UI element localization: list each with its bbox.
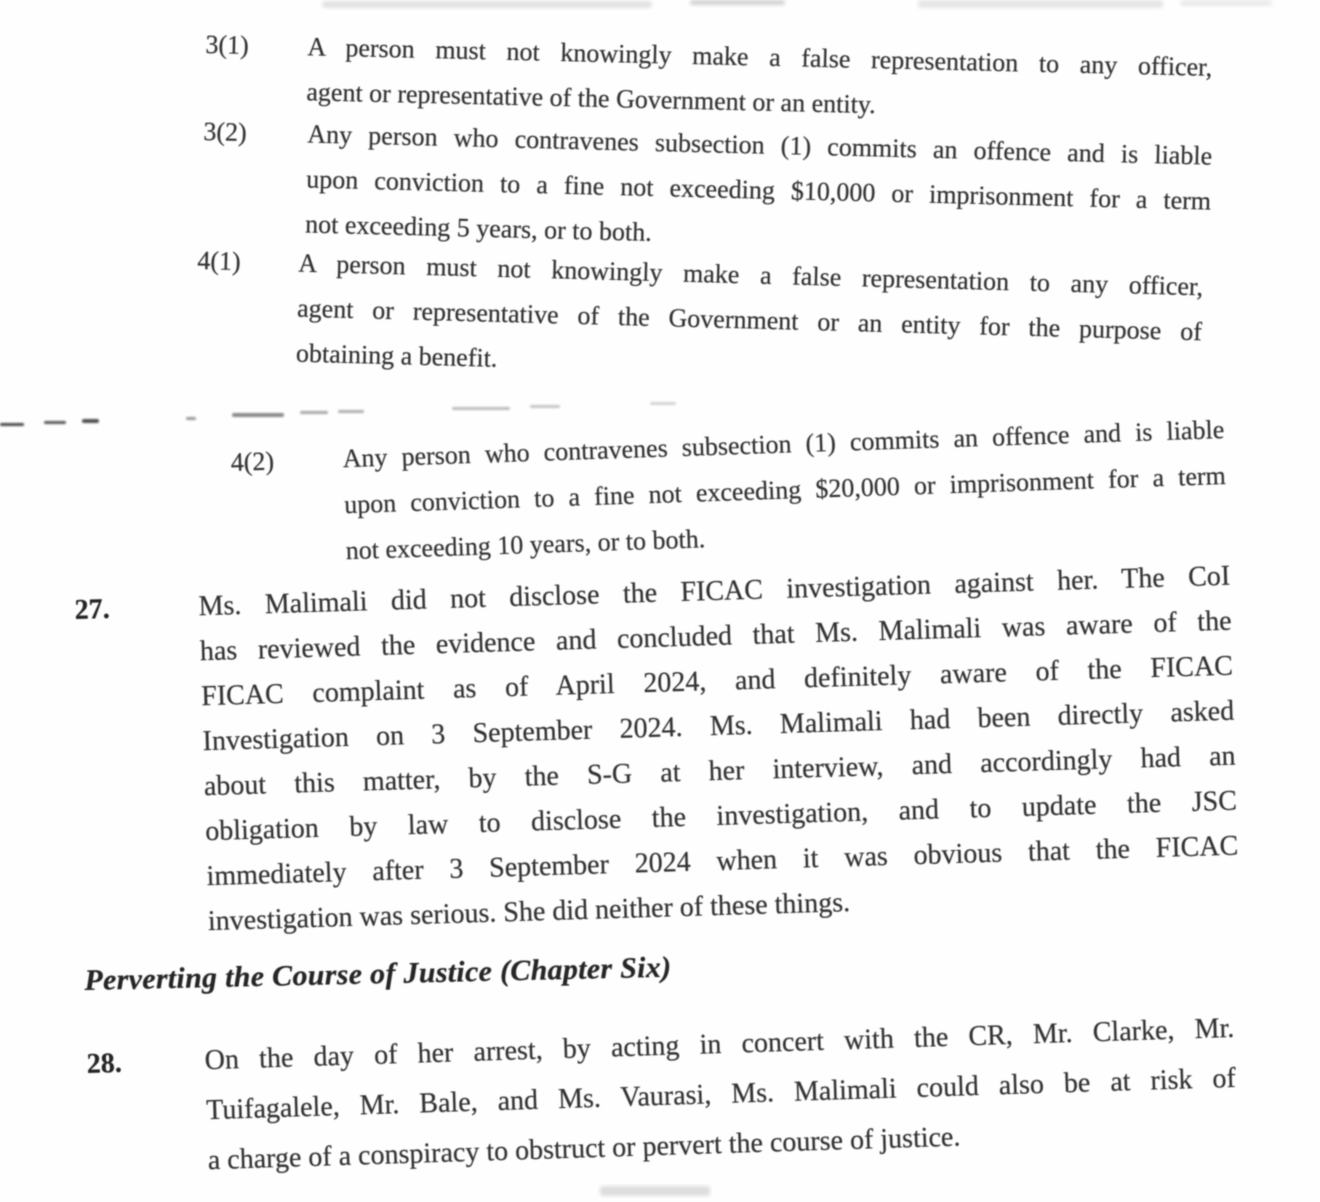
scan-artifact-dash [300, 411, 328, 414]
scan-edge-remnant [918, 0, 1163, 8]
scan-edge-remnant [1180, 0, 1272, 6]
statute-line: upon conviction to a fine not exceeding $20,000 or imprisonment for a term [343, 461, 1227, 520]
statute-line: obtaining a benefit. [295, 338, 498, 373]
statute-line: upon conviction to a fine not exceeding $10,000 or imprisonment for a term [305, 164, 1212, 216]
scan-bottom-smudge [600, 1186, 710, 1196]
statute-line: Any person who contravenes subsection (1) commits an offence and is liable [307, 119, 1213, 171]
paragraph-28 [86, 1004, 1238, 1190]
paragraph-line: obligation by law to disclose the investigation, and to update the JSC [204, 785, 1238, 848]
paragraph-line: On the day of her arrest, by acting in concert with the CR, Mr. Clarke, Mr. [204, 1012, 1235, 1077]
paragraph-number: 27. [74, 593, 111, 626]
statute-label: 4(1) [197, 245, 242, 277]
paragraph-line: immediately after 3 September 2024 when it was obvious that the FICAC [206, 830, 1239, 893]
scan-artifact-dash [82, 419, 99, 423]
statute-line: A person must not knowingly make a false representation to any officer, [307, 32, 1213, 82]
statute-line: agent or representative of the Government or an entity. [306, 77, 876, 120]
paragraph-line: investigation was serious. She did neither of these things. [207, 887, 851, 938]
statute-line: agent or representative of the Government or an entity for the purpose of [296, 293, 1203, 347]
statute-item-4-1 [194, 238, 1203, 399]
scan-artifact-dash [530, 405, 560, 408]
paragraph-line: a charge of a conspiracy to obstruct or pervert the course of justice. [207, 1121, 961, 1177]
statute-label: 4(2) [230, 446, 275, 477]
statute-line: Any person who contravenes subsection (1) commits an offence and is liable [342, 415, 1225, 474]
scan-artifact-dash [0, 423, 24, 426]
paragraph-line: Ms. Malimali did not disclose the FICAC investigation against her. The CoI [198, 560, 1231, 623]
section-heading: Perverting the Course of Justice (Chapter Six) [84, 950, 672, 997]
paragraph-line: Investigation on 3 September 2024. Ms. Malimali had been directly asked [202, 695, 1235, 758]
paragraph-number: 28. [86, 1047, 123, 1080]
scan-edge-remnant [690, 0, 785, 5]
paragraph-line: Tuifagalele, Mr. Bale, and Ms. Vaurasi, Ms. Malimali could also be at risk of [205, 1062, 1237, 1127]
scan-artifact-dash [650, 402, 676, 405]
statute-line: A person must not knowingly make a false representation to any officer, [297, 248, 1204, 302]
paragraph-line: has reviewed the evidence and concluded that Ms. Malimali was aware of the [199, 605, 1232, 668]
scan-artifact-dash [338, 410, 364, 413]
paragraph-line: FICAC complaint as of April 2024, and definitely aware of the FICAC [200, 650, 1234, 713]
scan-artifact-dash [44, 421, 66, 424]
scan-artifact-smudge [452, 407, 510, 410]
scan-edge-remnant [322, 1, 652, 8]
scan-artifact-dash [186, 417, 196, 420]
statute-label: 3(2) [203, 116, 248, 148]
statute-line: not exceeding 5 years, or to both. [304, 209, 653, 247]
paragraph-27 [74, 554, 1240, 948]
paragraph-line: about this matter, by the S-G at her interview, and accordingly had an [203, 740, 1236, 803]
scan-artifact-smudge [232, 413, 284, 417]
statute-line: not exceeding 10 years, or to both. [345, 524, 706, 566]
statute-label: 3(1) [205, 29, 250, 60]
statute-item-4-2 [230, 407, 1228, 578]
